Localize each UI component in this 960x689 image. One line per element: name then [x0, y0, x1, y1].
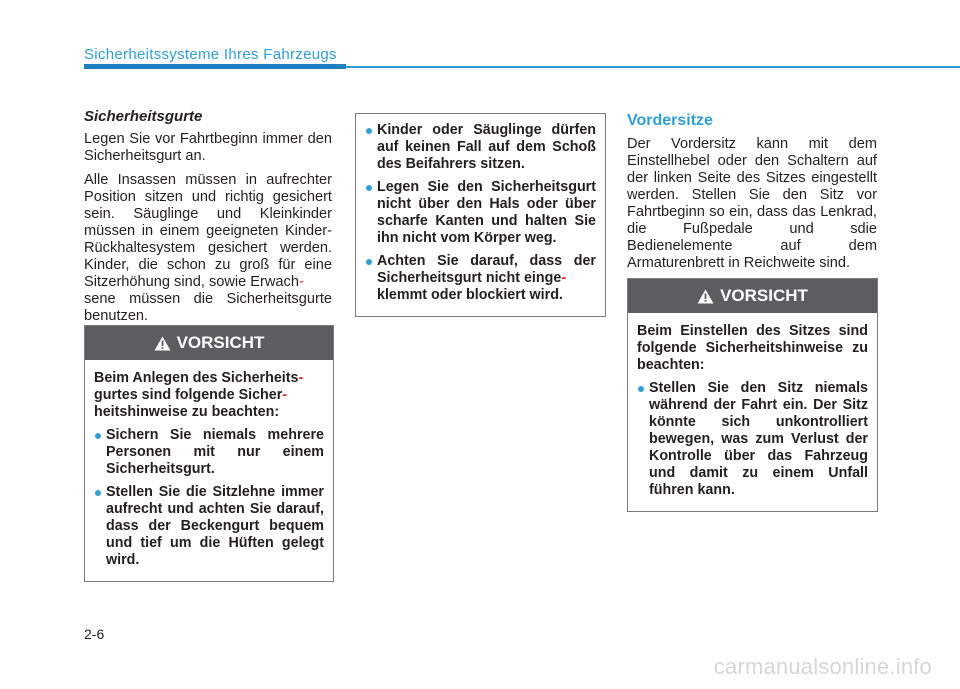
caution-body	[85, 360, 333, 581]
heading-sicherheitsgurte: Sicherheitsgurte	[84, 108, 203, 125]
list-item: Legen Sie den Sicherheitsgurt nicht über den Hals oder über scharfe Kanten und halten Sie ihn nicht vom Körper weg.	[365, 179, 596, 247]
watermark: carmanualsonline.info	[713, 654, 932, 679]
paragraph: Alle Insassen müssen in aufrechter Position sitzen und richtig gesichert sein. Säuglinge und Kleinkinder müssen in einem geeigneten Kinder-Rückhaltesystem gesichert werden. Kinder, die schon zu groß für eine Sitzerhöhung sind, sowie Erwach- sene müssen die Sicherheitsgurte benutzen.	[84, 172, 332, 324]
caution-header	[628, 279, 877, 313]
caution-box-seat	[627, 278, 878, 512]
caution-body	[628, 313, 877, 511]
caution-intro: Beim Anlegen des Sicherheits- gurtes sind folgende Sicher- heitshinweise zu beachten:	[94, 370, 304, 420]
caution-list	[637, 380, 868, 499]
heading-vordersitze: Vordersitze	[627, 112, 713, 129]
list-item: Stellen Sie die Sitzlehne immer aufrecht und achten Sie darauf, dass der Beckengurt bequem und tief um die Hüften gelegt wird.	[94, 484, 324, 569]
warning-triangle-icon	[697, 289, 714, 304]
caution-header	[85, 326, 333, 360]
caution-list	[94, 427, 324, 569]
list-item: Sichern Sie niemals mehrere Personen mit nur einem Sicherheitsgurt.	[94, 427, 324, 478]
header-rule-light	[346, 66, 960, 68]
right-column	[627, 112, 877, 279]
caution-list	[365, 122, 596, 304]
section-title: Sicherheitssysteme Ihres Fahrzeugs	[84, 46, 337, 63]
list-item: Kinder oder Säuglinge dürfen auf keinen Fall auf dem Schoß des Beifahrers sitzen.	[365, 122, 596, 173]
list-item: Achten Sie darauf, dass der Sicherheitsgurt nicht einge- klemmt oder blockiert wird.	[365, 253, 596, 304]
caution-title: VORSICHT	[176, 333, 265, 352]
paragraph: Der Vordersitz kann mit dem Einstellhebel oder den Schaltern auf der linken Seite des Sitzes eingestellt werden. Stellen Sie den Sitz vor Fahrtbeginn so ein, dass das Lenkrad, die Fußpedale und sdie Bedienelemente auf dem Armaturenbrett in Reichweite sind.	[627, 136, 877, 271]
caution-box-continuation	[355, 113, 606, 317]
page-number: 2-6	[84, 626, 105, 642]
left-column	[84, 108, 332, 332]
list-item: Stellen Sie den Sitz niemals während der Fahrt ein. Der Sitz könnte sich unkontrolliert bewegen, was zum Verlust der Kontrolle über das Fahrzeug und damit zu einem Unfall führen kann.	[637, 380, 868, 499]
header-rule-dark	[84, 64, 346, 69]
caution-body	[356, 114, 605, 316]
caution-intro: Beim Einstellen des Sitzes sind folgende Sicherheitshinweise zu beachten:	[637, 323, 868, 373]
paragraph: Legen Sie vor Fahrtbeginn immer den Sicherheitsgurt an.	[84, 131, 332, 164]
caution-title: VORSICHT	[720, 286, 808, 305]
caution-box-seatbelt	[84, 325, 334, 582]
warning-triangle-icon	[154, 336, 171, 351]
